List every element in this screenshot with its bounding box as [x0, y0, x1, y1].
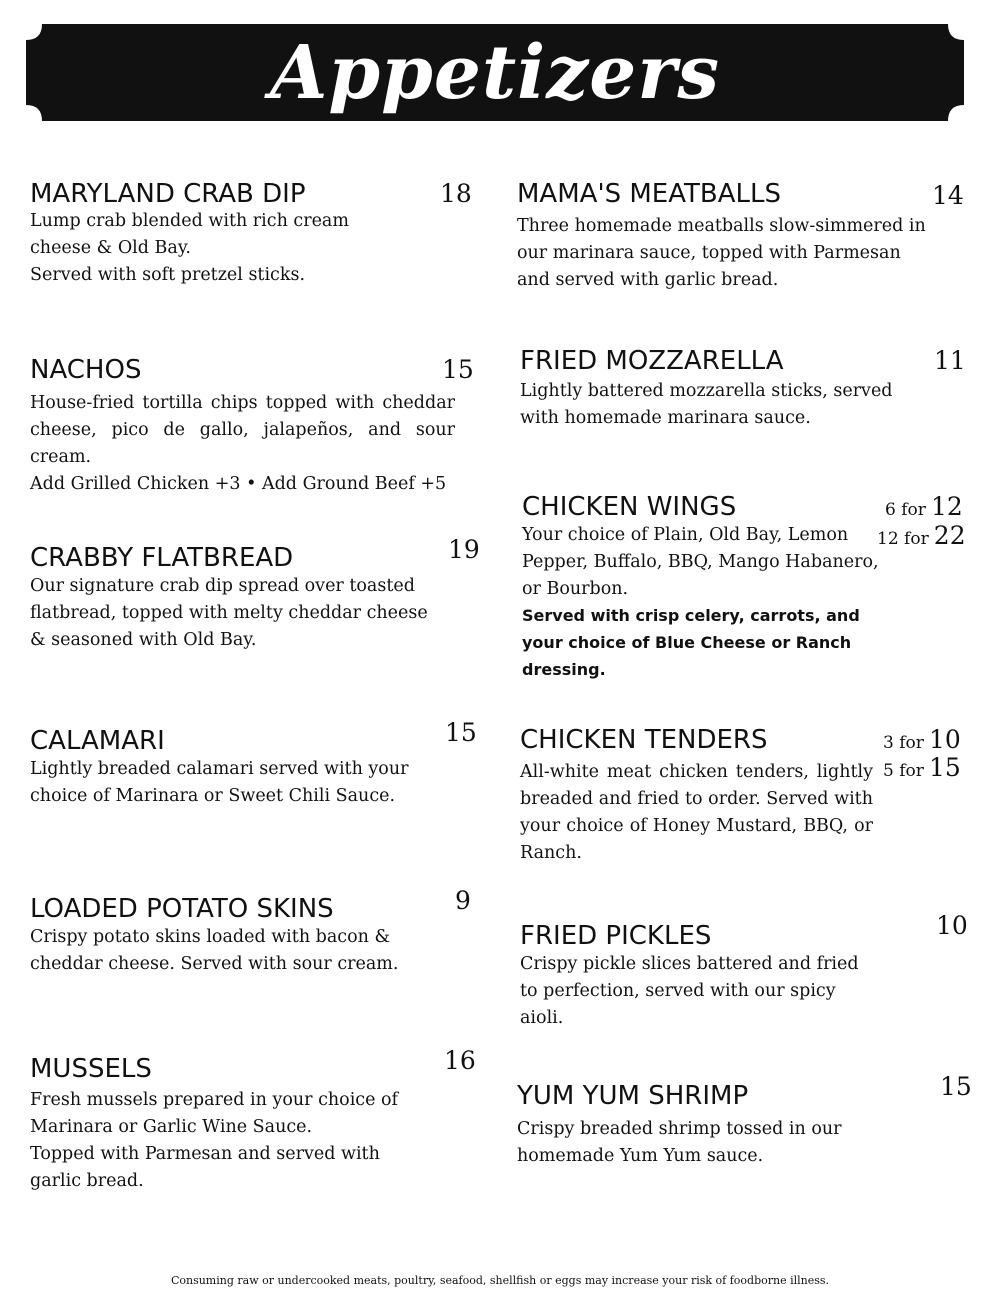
item-price: 19	[448, 535, 480, 564]
price-tier	[883, 725, 961, 754]
item-name: CHICKEN WINGS	[522, 492, 737, 522]
item-description	[30, 208, 415, 289]
page-title: Appetizers	[269, 29, 721, 116]
description-line: Crispy potato skins loaded with bacon & cheddar cheese. Served with sour cream.	[30, 927, 399, 974]
description-line: Crispy breaded shrimp tossed in our homemade Yum Yum sauce.	[517, 1119, 842, 1166]
description-line: All-white meat chicken tenders, lightly breaded and fried to order. Served with your choice of Honey Mustard, BBQ, or Ranch.	[520, 762, 873, 863]
description-line: House-fried tortilla chips topped with cheddar cheese, pico de gallo, jalapeños, and sour cream.	[30, 393, 455, 467]
tier-quantity: 5 for	[883, 761, 924, 781]
item-price: 15	[442, 355, 474, 384]
item-name: MARYLAND CRAB DIP	[30, 179, 306, 209]
item-description	[30, 756, 410, 810]
item-description	[30, 924, 410, 978]
item-description	[520, 378, 925, 432]
description-line: Served with soft pretzel sticks.	[30, 265, 306, 285]
item-name: CALAMARI	[30, 726, 165, 756]
item-description	[30, 390, 455, 498]
item-note: Served with crisp celery, carrots, and your choice of Blue Cheese or Ranch dressing.	[522, 606, 860, 679]
item-description	[30, 1087, 435, 1195]
description-line: Fresh mussels prepared in your choice of Marinara or Garlic Wine Sauce.	[30, 1090, 399, 1137]
description-line: Lump crab blended with rich cream cheese & Old Bay.	[30, 211, 349, 258]
tier-price: 22	[933, 521, 966, 550]
item-description	[522, 522, 892, 603]
description-line: Add Grilled Chicken +3 • Add Ground Beef +5	[30, 474, 447, 494]
item-name: FRIED MOZZARELLA	[520, 346, 784, 376]
item-price: 15	[940, 1072, 972, 1101]
description-line: Your choice of Plain, Old Bay, Lemon Pepper, Buffalo, BBQ, Mango Habanero, or Bourbon.	[522, 525, 879, 599]
tier-price: 15	[928, 753, 961, 782]
item-name: MAMA'S MEATBALLS	[517, 179, 781, 209]
item-description	[517, 213, 932, 294]
item-price: 16	[444, 1046, 476, 1075]
item-name: YUM YUM SHRIMP	[517, 1081, 749, 1111]
item-name: MUSSELS	[30, 1054, 152, 1084]
footer-disclaimer: Consuming raw or undercooked meats, poultry, seafood, shellfish or eggs may increase your risk of foodborne illness.	[170, 1274, 830, 1287]
description-line: Three homemade meatballs slow-simmered in our marinara sauce, topped with Parmesan and served with garlic bread.	[517, 216, 926, 290]
description-line: Lightly battered mozzarella sticks, served with homemade marinara sauce.	[520, 381, 893, 428]
description-line: Crispy pickle slices battered and fried to perfection, served with our spicy aioli.	[520, 954, 859, 1028]
item-name: CHICKEN TENDERS	[520, 725, 768, 755]
price-tier	[885, 492, 963, 521]
title-banner	[26, 24, 964, 121]
item-name: CRABBY FLATBREAD	[30, 543, 294, 573]
tier-quantity: 12 for	[877, 529, 929, 549]
item-price: 15	[445, 718, 477, 747]
item-price: 9	[455, 886, 471, 915]
tier-quantity: 6 for	[885, 500, 926, 520]
item-name: LOADED POTATO SKINS	[30, 894, 334, 924]
tier-quantity: 3 for	[883, 733, 924, 753]
item-name: FRIED PICKLES	[520, 921, 712, 951]
tier-price: 10	[928, 725, 961, 754]
item-description	[520, 759, 873, 867]
price-tier	[883, 753, 961, 782]
item-name: NACHOS	[30, 355, 142, 385]
item-price: 14	[932, 181, 964, 210]
description-line: Lightly breaded calamari served with your choice of Marinara or Sweet Chili Sauce.	[30, 759, 409, 806]
item-price: 11	[934, 346, 966, 375]
item-description	[30, 573, 430, 654]
item-price: 18	[440, 179, 472, 208]
item-description	[520, 951, 880, 1032]
tier-price: 12	[930, 492, 963, 521]
description-line: Our signature crab dip spread over toasted flatbread, topped with melty cheddar cheese & seasoned with Old Bay.	[30, 576, 428, 650]
item-description	[517, 1116, 857, 1170]
description-line: Topped with Parmesan and served with garlic bread.	[30, 1144, 380, 1191]
item-price: 10	[936, 911, 968, 940]
